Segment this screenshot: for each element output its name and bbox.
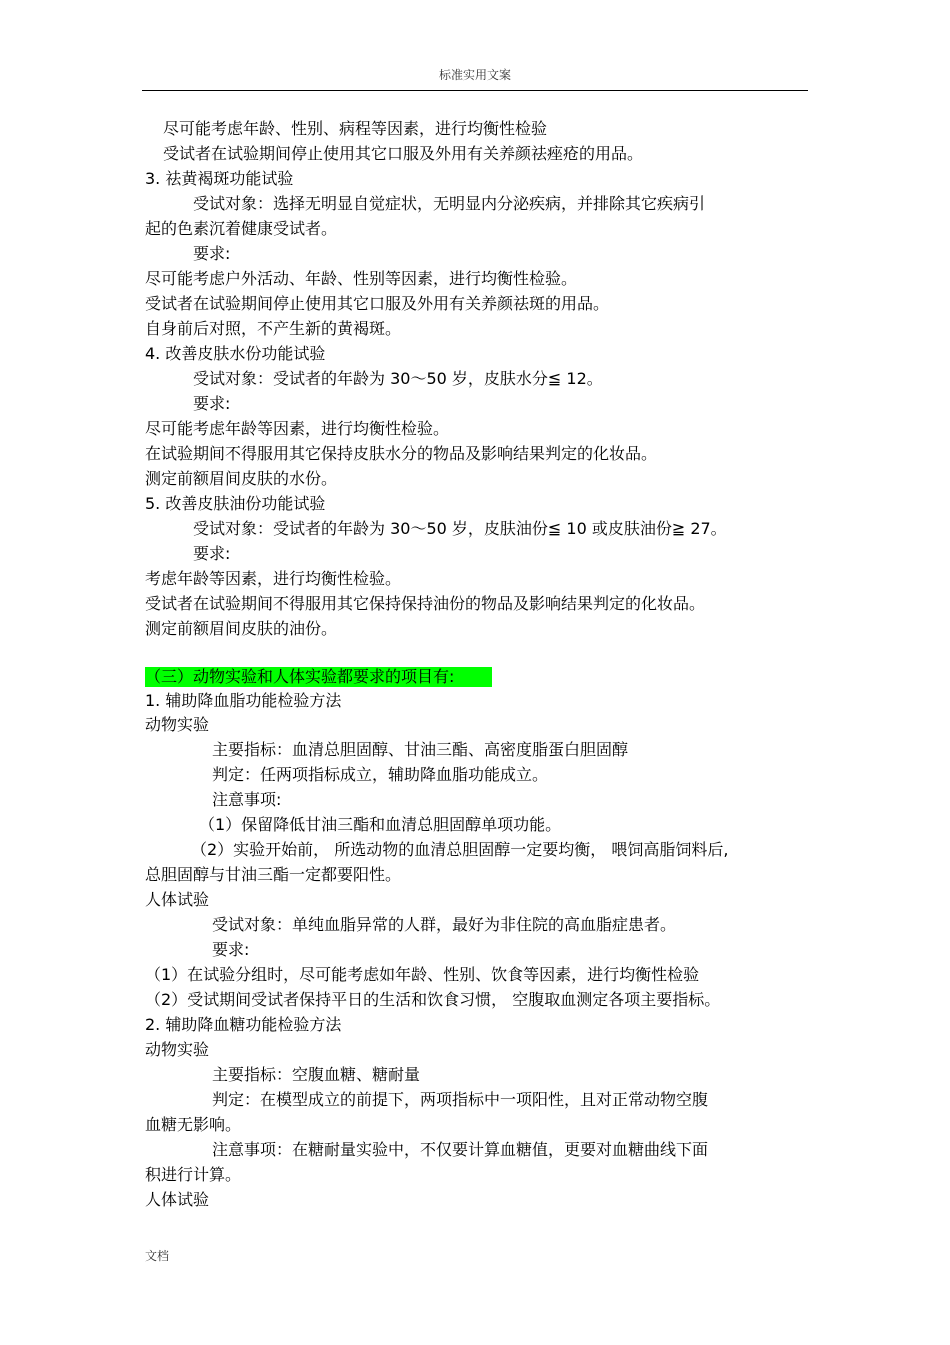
text-line: 判定：任两项指标成立，辅助降血脂功能成立。 <box>212 765 549 784</box>
text-line: 主要指标：空腹血糖、糖耐量 <box>212 1065 421 1084</box>
text-line: （2）实验开始前， 所选动物的血清总胆固醇一定要均衡， 喂饲高脂饲料后, <box>191 840 729 859</box>
header-rule <box>142 90 808 91</box>
text-line: 受试者在试验期间停止使用其它口服及外用有关养颜祛痤疮的用品。 <box>163 144 644 163</box>
text-line: 要求: <box>193 244 231 263</box>
page-footer: 文档 <box>145 1249 170 1263</box>
text-line: 要求: <box>193 544 231 563</box>
text-line: 尽可能考虑户外活动、年龄、性别等因素，进行均衡性检验。 <box>145 269 578 288</box>
text-line: 在试验期间不得服用其它保持皮肤水分的物品及影响结果判定的化妆品。 <box>145 444 658 463</box>
text-line: 判定：在模型成立的前提下，两项指标中一项阳性，且对正常动物空腹 <box>212 1090 709 1109</box>
text-line: 自身前后对照，不产生新的黄褐斑。 <box>145 319 402 338</box>
text-line: 受试对象：单纯血脂异常的人群，最好为非住院的高血脂症患者。 <box>212 915 677 934</box>
subsection-heading: 人体试验 <box>145 1190 210 1209</box>
section-heading: 2. 辅助降血糖功能检验方法 <box>145 1015 342 1034</box>
text-line: 受试者在试验期间停止使用其它口服及外用有关养颜祛斑的用品。 <box>145 294 610 313</box>
text-line: 积进行计算。 <box>145 1165 242 1184</box>
text-line: 总胆固醇与甘油三酯一定都要阳性。 <box>145 865 402 884</box>
text-line: 注意事项：在糖耐量实验中，不仅要计算血糖值，更要对血糖曲线下面 <box>212 1140 709 1159</box>
section-heading: 5. 改善皮肤油份功能试验 <box>145 494 326 513</box>
text-line: 要求: <box>212 940 250 959</box>
text-line: （1）保留降低甘油三酯和血清总胆固醇单项功能。 <box>199 815 562 834</box>
text-line: 受试者在试验期间不得服用其它保持保持油份的物品及影响结果判定的化妆品。 <box>145 594 706 613</box>
text-line: （1）在试验分组时，尽可能考虑如年龄、性别、饮食等因素，进行均衡性检验 <box>145 965 700 984</box>
text-line: 起的色素沉着健康受试者。 <box>145 219 338 238</box>
subsection-heading: 动物实验 <box>145 715 210 734</box>
text-line: 受试对象：受试者的年龄为 30～50 岁，皮肤水分≦ 12。 <box>193 369 603 388</box>
text-line: 受试对象：受试者的年龄为 30～50 岁，皮肤油份≦ 10 或皮肤油份≧ 27。 <box>193 519 727 538</box>
subsection-heading: 人体试验 <box>145 890 210 909</box>
text-line: 尽可能考虑年龄、性别、病程等因素，进行均衡性检验 <box>163 119 548 138</box>
highlighted-section-title: （三）动物实验和人体实验都要求的项目有: <box>145 667 492 687</box>
text-line: 受试对象：选择无明显自觉症状，无明显内分泌疾病，并排除其它疾病引 <box>193 194 706 213</box>
text-line: 注意事项: <box>212 790 282 809</box>
section-heading: 1. 辅助降血脂功能检验方法 <box>145 691 342 710</box>
text-line: 考虑年龄等因素，进行均衡性检验。 <box>145 569 402 588</box>
text-line: 尽可能考虑年龄等因素，进行均衡性检验。 <box>145 419 450 438</box>
text-line: 测定前额眉间皮肤的水份。 <box>145 469 338 488</box>
text-line: 血糖无影响。 <box>145 1115 242 1134</box>
text-line: 要求: <box>193 394 231 413</box>
section-heading: 3. 祛黄褐斑功能试验 <box>145 169 294 188</box>
text-line: （2）受试期间受试者保持平日的生活和饮食习惯， 空腹取血测定各项主要指标。 <box>145 990 721 1009</box>
text-line: 主要指标：血清总胆固醇、甘油三酯、高密度脂蛋白胆固醇 <box>212 740 629 759</box>
page-header: 标准实用文案 <box>438 68 511 82</box>
text-line: 测定前额眉间皮肤的油份。 <box>145 619 338 638</box>
section-heading: 4. 改善皮肤水份功能试验 <box>145 344 326 363</box>
subsection-heading: 动物实验 <box>145 1040 210 1059</box>
